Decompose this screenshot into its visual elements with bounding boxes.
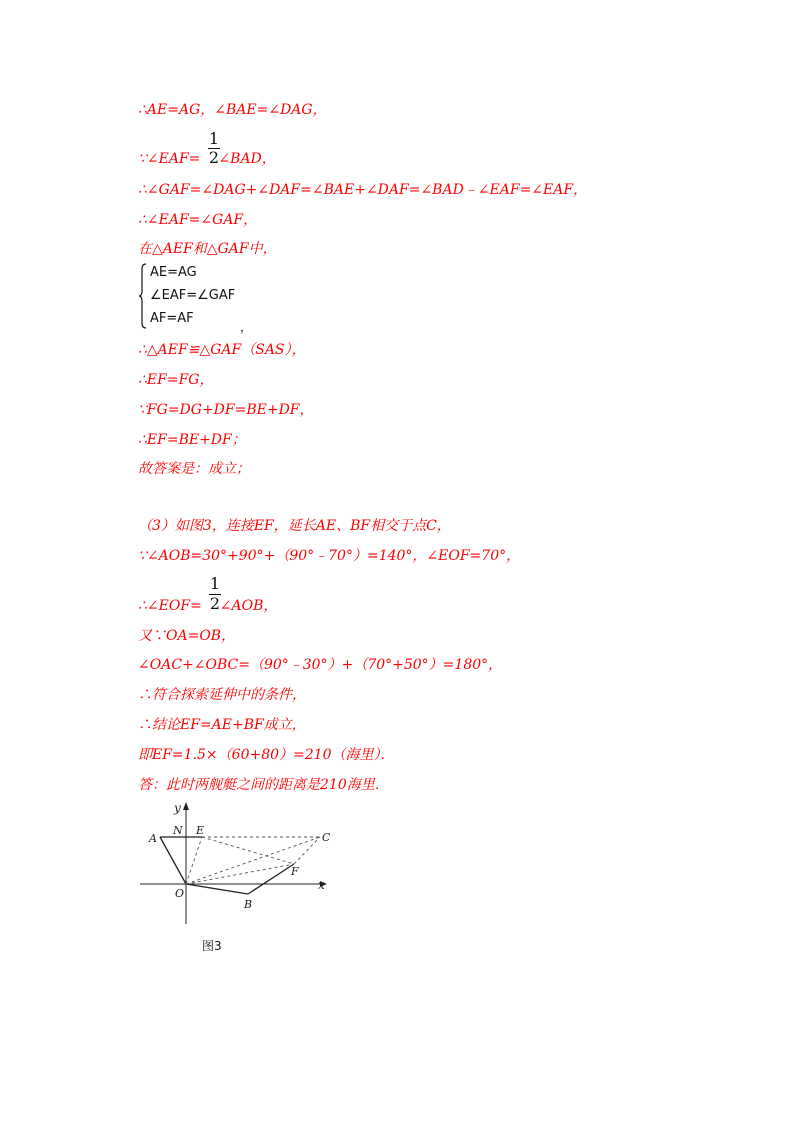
text-segment: ∴∠EOF= bbox=[138, 598, 202, 614]
equation-row: AF=AF bbox=[150, 311, 194, 326]
label-F: F bbox=[291, 865, 299, 878]
label-E: E bbox=[196, 824, 205, 837]
fraction-numerator: 1 bbox=[208, 129, 220, 148]
label-N: N bbox=[173, 824, 183, 837]
label-A: A bbox=[149, 832, 157, 845]
text-line: ∵∠AOB=30°+90°+（90°﹣70°）=140°，∠EOF=70°， bbox=[138, 548, 521, 564]
fraction-denominator: 2 bbox=[208, 148, 220, 167]
text-line: （3）如图3，连接EF，延长AE、BF相交于点C， bbox=[138, 518, 451, 534]
fraction-denominator: 2 bbox=[209, 594, 221, 613]
text-segment: ∵∠EAF= bbox=[138, 151, 201, 167]
label-O: O bbox=[175, 887, 185, 900]
text-line: 答：此时两舰艇之间的距离是210海里． bbox=[138, 777, 389, 793]
text-line: ∴AE=AG，∠BAE=∠DAG， bbox=[138, 102, 327, 118]
text-line: 又∵OA=OB， bbox=[138, 628, 236, 644]
geometry-figure bbox=[130, 796, 340, 956]
equation-system bbox=[138, 263, 288, 333]
segment-OC bbox=[186, 837, 320, 884]
segment-FC bbox=[294, 837, 320, 864]
text-line: ∴∠EAF=∠GAF， bbox=[138, 212, 258, 228]
text-line: ∴△AEF≌△GAF（SAS）， bbox=[138, 342, 306, 358]
text-line: 在△AEF和△GAF中， bbox=[138, 241, 277, 257]
segment-EF bbox=[202, 837, 294, 864]
system-comma: ， bbox=[240, 320, 253, 334]
text-line: 即EF=1.5×（60+80）=210（海里）． bbox=[138, 747, 395, 763]
label-y: y bbox=[174, 801, 181, 815]
text-line: 故答案是：成立； bbox=[138, 461, 250, 477]
text-line: ∠OAC+∠OBC=（90°﹣30°）+（70°+50°）=180°， bbox=[138, 657, 503, 673]
text-line: ∴∠GAF=∠DAG+∠DAF=∠BAE+∠DAF=∠BAD﹣∠EAF=∠EAF， bbox=[138, 182, 588, 198]
segment-OE bbox=[186, 837, 202, 884]
equation-row: ∠EAF=∠GAF bbox=[150, 288, 236, 303]
fraction-numerator: 1 bbox=[209, 574, 221, 593]
text-segment: ∠BAD， bbox=[218, 151, 276, 167]
text-line: ∴EF=BE+DF； bbox=[138, 432, 246, 448]
left-brace-icon bbox=[138, 263, 148, 329]
label-x: x bbox=[318, 878, 325, 892]
segment-AO bbox=[160, 837, 186, 884]
label-B: B bbox=[244, 898, 253, 911]
text-line: ∴EF=FG， bbox=[138, 372, 214, 388]
text-line: ∴结论EF=AE+BF成立， bbox=[138, 717, 306, 733]
label-C: C bbox=[322, 831, 331, 844]
segment-OB bbox=[186, 884, 248, 894]
text-line: ∵FG=DG+DF=BE+DF， bbox=[138, 402, 314, 418]
figure-caption: 图3 bbox=[202, 939, 222, 953]
y-axis-arrow-icon bbox=[183, 802, 189, 810]
text-line: ∴符合探索延伸中的条件， bbox=[138, 687, 306, 703]
text-segment: ∠AOB， bbox=[219, 598, 278, 614]
equation-row: AE=AG bbox=[150, 265, 197, 280]
